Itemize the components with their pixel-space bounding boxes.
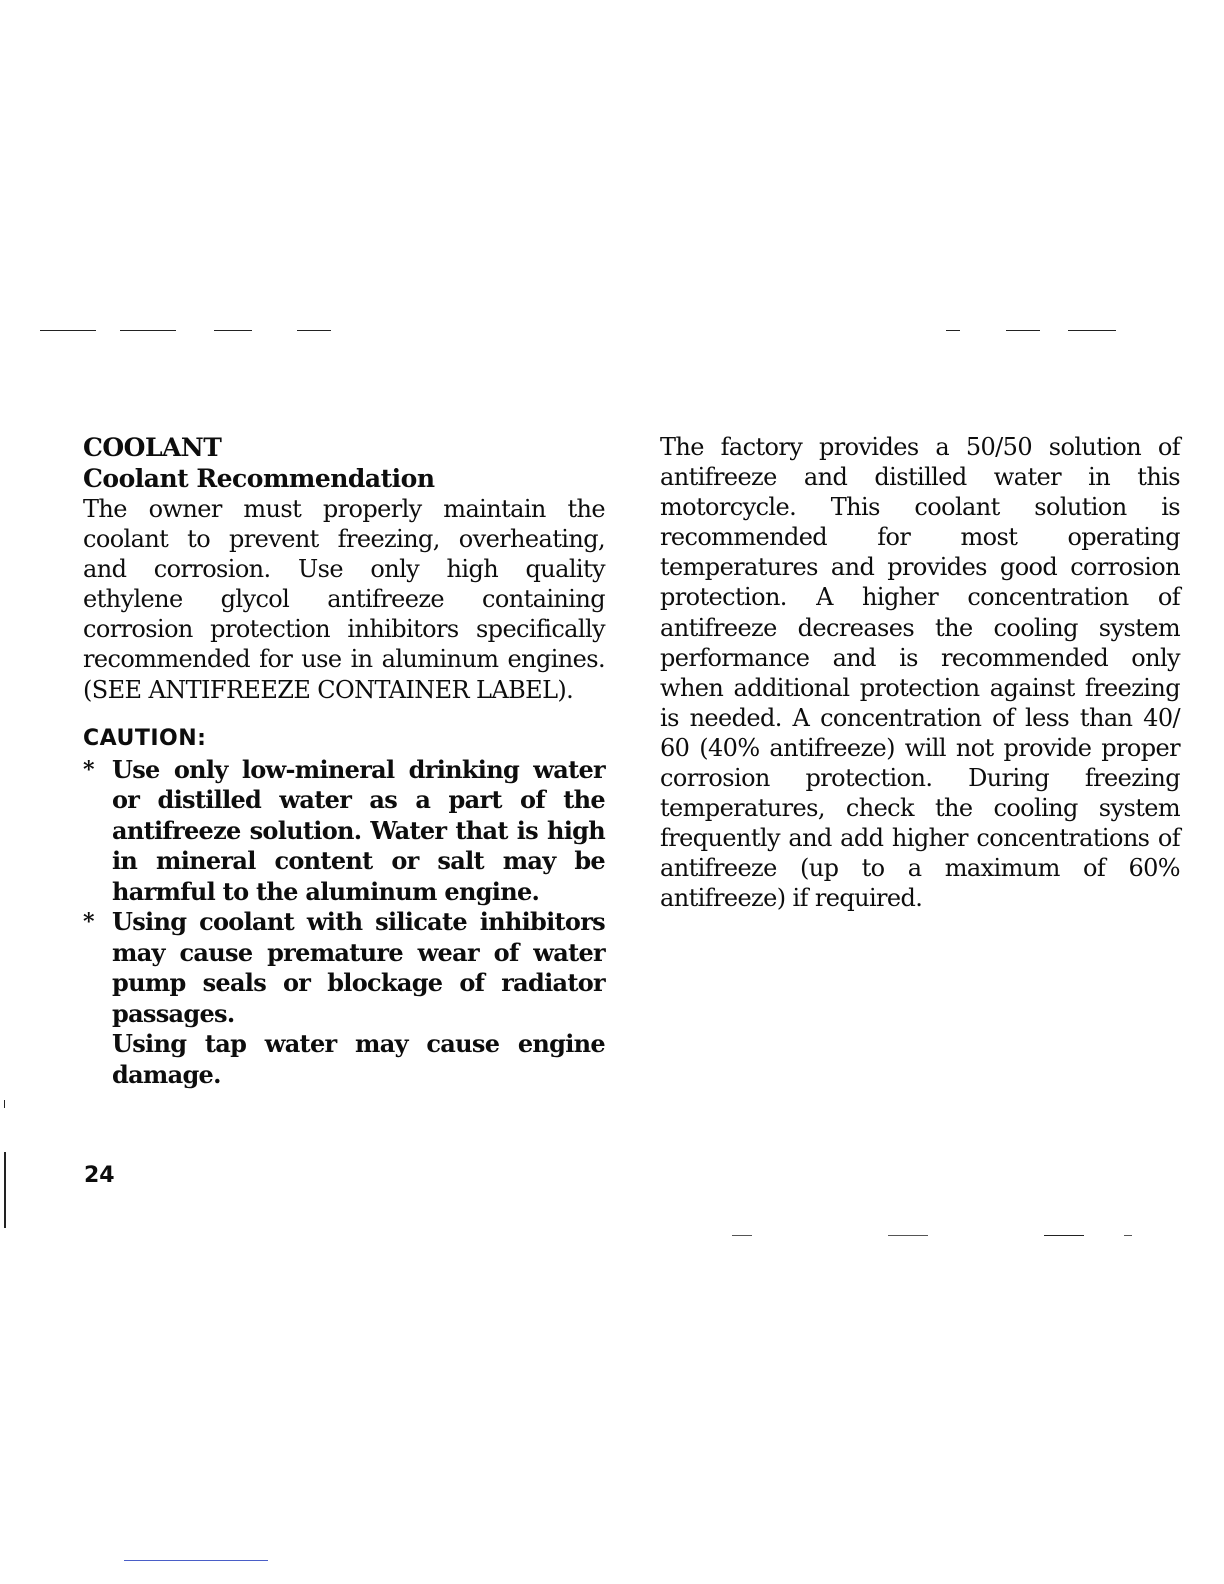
caution-item-text: Using coolant with silicate inhibitors may cause premature wear of water pump seals or blockage of radiator passages. (112, 907, 605, 1028)
bottom-rule (124, 1560, 268, 1561)
factory-solution-paragraph: The factory provides a 50/50 solution of antifreeze and distilled water in this motorcycle. This coolant solution is recommended for most operating temperatures and provides good corrosion protection. A higher concentration of antifreeze decreases the cooling system performance and is recommended only when additional protection against freezing is needed. A concentration of less than 40/ 60 (40% antifreeze) will not provide proper corrosion protection. During freezing temperatures, check the cooling system frequently and add higher concentrations of antifreeze (up to a maximum of 60% antifreeze) if required. (660, 433, 1180, 913)
left-column (83, 432, 605, 1090)
right-column (660, 432, 1180, 914)
trim-mark-top-5 (946, 330, 960, 331)
trim-mark-top-1 (40, 330, 96, 331)
edge-mark-left-small (4, 1100, 5, 1108)
trim-mark-top-6 (1006, 330, 1040, 331)
caution-item-text: Use only low-mineral drinking water or distilled water as a part of the antifreeze solution. Water that is high in mineral content or salt may be harmful to the aluminum engine. (112, 754, 605, 906)
edge-mark-left (4, 1152, 6, 1228)
trim-mark-top-4 (297, 330, 331, 331)
trim-mark-top-3 (214, 330, 252, 331)
section-title: COOLANT (83, 433, 222, 462)
trim-mark-top-7 (1068, 330, 1116, 331)
bullet-icon: * (83, 909, 94, 936)
trim-mark-bottom-1 (732, 1235, 752, 1236)
page-number: 24 (84, 1163, 115, 1188)
caution-list (83, 755, 605, 1030)
caution-label: CAUTION: (83, 725, 207, 751)
trim-mark-bottom-4 (1124, 1235, 1132, 1236)
trim-mark-top-2 (120, 330, 176, 331)
caution-item-mineral-water (83, 755, 605, 908)
caution-item-silicate (83, 907, 605, 1029)
subsection-title: Coolant Recommendation (83, 464, 435, 493)
bullet-icon: * (83, 756, 94, 783)
trim-mark-bottom-2 (888, 1235, 928, 1236)
caution-tap-water-note: Using tap water may cause engine damage. (112, 1029, 605, 1089)
intro-paragraph: The owner must properly maintain the coolant to prevent freezing, overheating, and corrosion. Use only high quality ethylene glycol antifreeze containing corrosion protection inhibitors specifically recommended for use in aluminum engines. (SEE ANTIFREEZE CONTAINER LABEL). (83, 495, 605, 704)
trim-mark-bottom-3 (1044, 1235, 1084, 1236)
